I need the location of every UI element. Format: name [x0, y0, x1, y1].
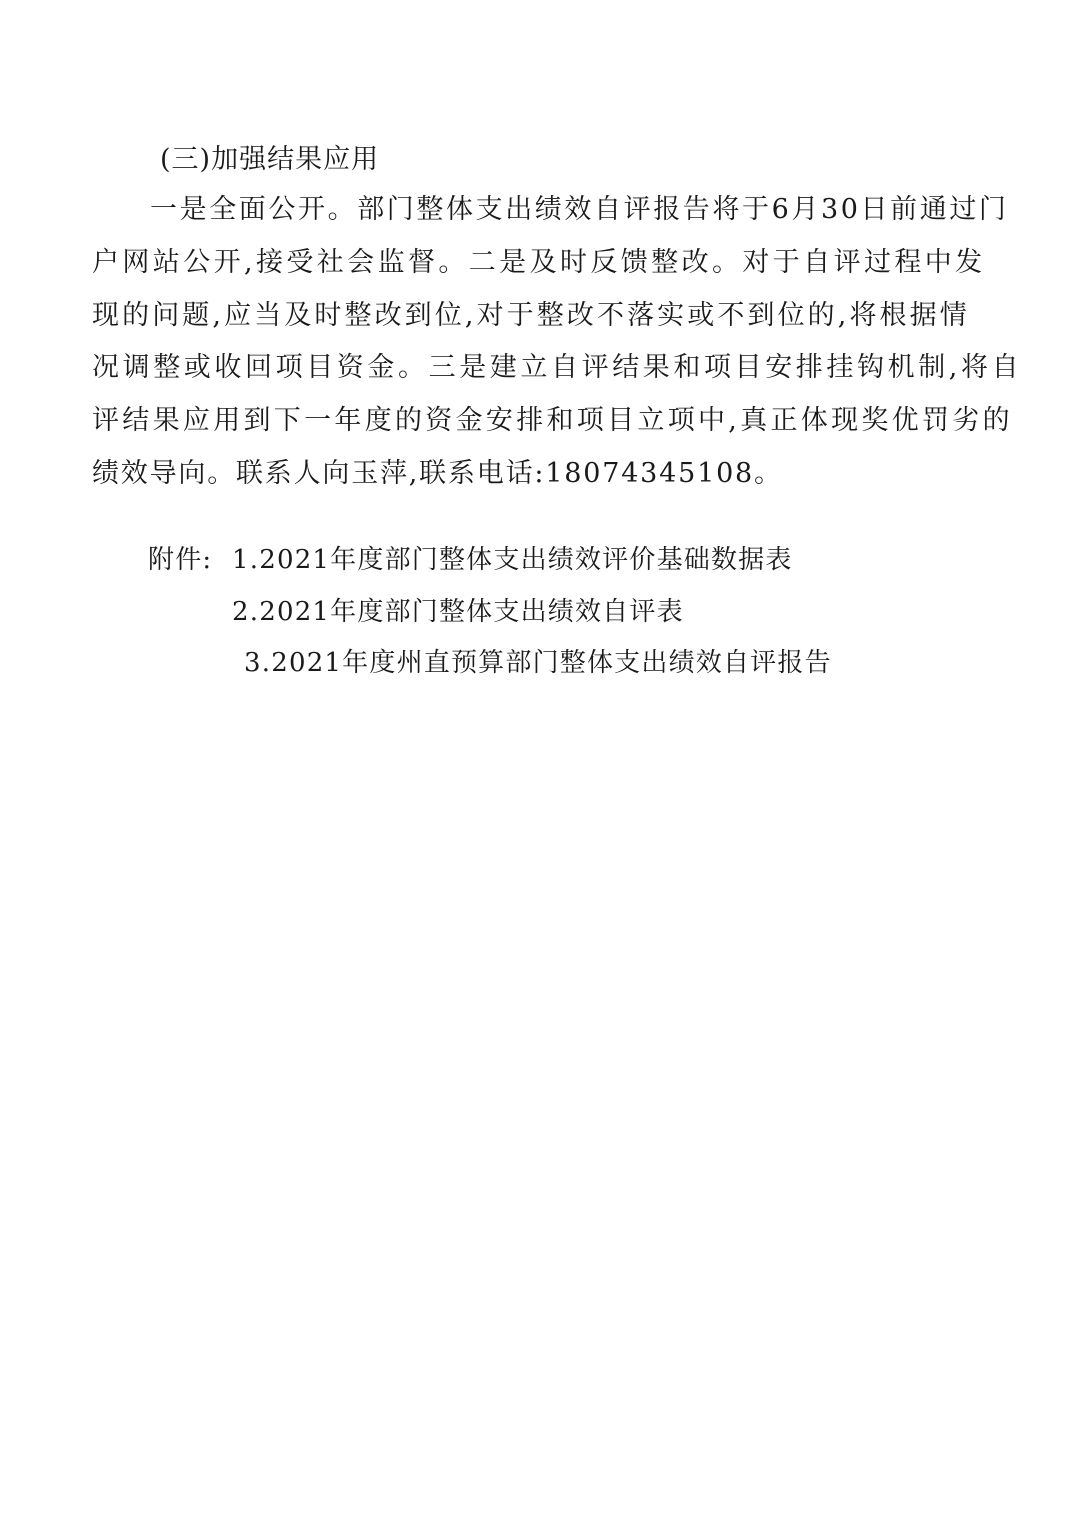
paragraph-line: 评结果应用到下一年度的资金安排和项目立项中,真正体现奖优罚劣的 — [92, 405, 1013, 436]
paragraph-line: 户网站公开,接受社会监督。二是及时反馈整改。对于自评过程中发 — [92, 247, 986, 278]
section-heading: (三)加强结果应用 — [160, 144, 380, 175]
paragraph-line: 一是全面公开。部门整体支出绩效自评报告将于6月30日前通过门 — [150, 194, 1009, 225]
paragraph-line: 现的问题,应当及时整改到位,对于整改不落实或不到位的,将根据情 — [92, 300, 970, 331]
attachment-item: 1.2021年度部门整体支出绩效评价基础数据表 — [232, 545, 793, 575]
attachments-label: 附件: — [148, 545, 213, 575]
paragraph-line: 绩效导向。联系人向玉萍,联系电话:18074345108。 — [92, 458, 783, 489]
paragraph-line: 况调整或收回项目资金。三是建立自评结果和项目安排挂钩机制,将自 — [92, 352, 1023, 383]
attachment-item: 3.2021年度州直预算部门整体支出绩效自评报告 — [244, 648, 832, 678]
attachment-item: 2.2021年度部门整体支出绩效自评表 — [232, 597, 684, 627]
